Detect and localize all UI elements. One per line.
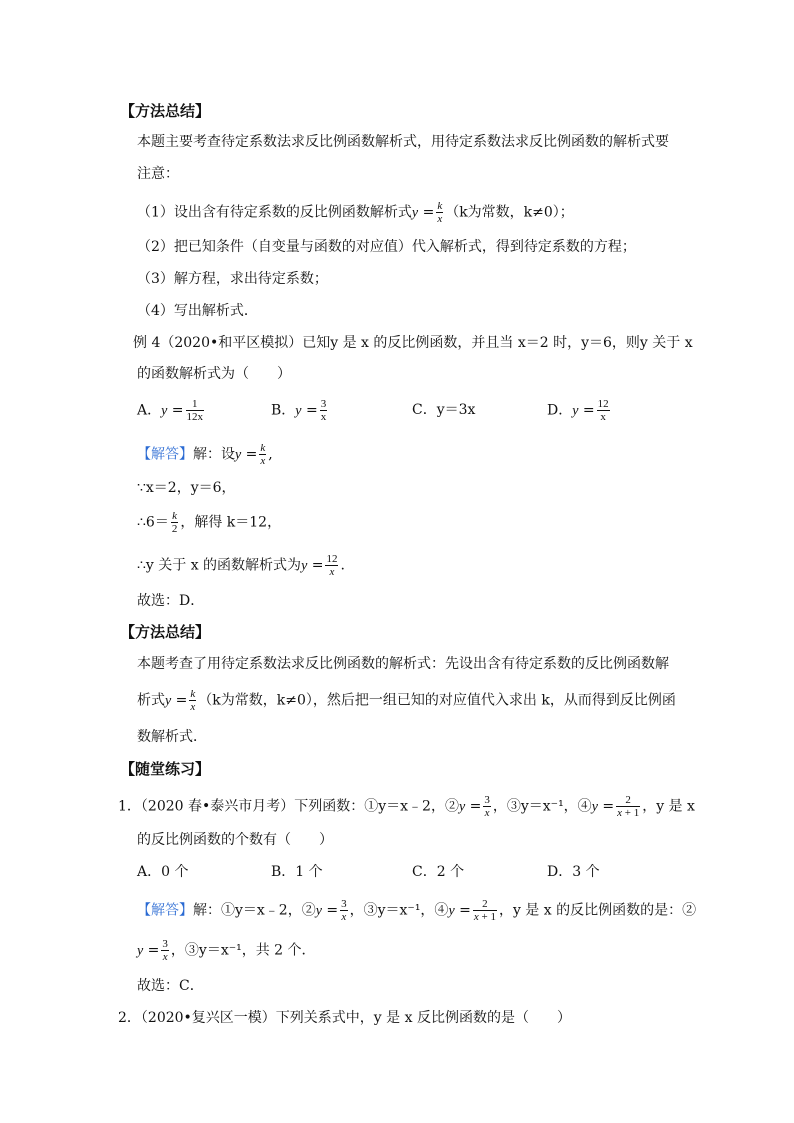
q1-option-a: A．0 个 <box>137 864 189 880</box>
summary2-line-1: 本题考查了用待定系数法求反比例函数的解析式：先设出含有待定系数的反比例函数解 <box>137 656 669 672</box>
solution-line-2: ∵x＝2，y＝6， <box>137 480 236 496</box>
q1-line-2: 的反比例函数的个数有（ ） <box>137 832 333 848</box>
q1-option-c: C．2 个 <box>412 864 465 880</box>
option-b-denominator: x <box>320 411 327 423</box>
q1-line-1-post: ，y 是 x <box>642 798 695 815</box>
option-a-numerator: 1 <box>186 398 205 411</box>
example4-question-line-2: 的函数解析式为（ ） <box>137 366 291 382</box>
option-d-denominator: x <box>600 411 606 423</box>
method-summary-heading: 【方法总结】 <box>120 102 211 120</box>
solution-text: 解：设 <box>193 446 235 463</box>
practice-heading: 【随堂练习】 <box>120 760 211 778</box>
solution-fraction-k-2: $\frac{k}{2}$ <box>171 510 178 535</box>
q1-fraction-2-x-plus-1: $\frac{2}{x + 1}$ <box>617 794 640 819</box>
q1-solution-fraction-3-x-2: $\frac{3}{x}$ <box>162 938 168 963</box>
option-b-label: B． <box>271 402 296 419</box>
option-c-text: y＝3x <box>436 402 476 418</box>
q1-option-b: B．1 个 <box>271 864 323 880</box>
step1-text: （1）设出含有待定系数的反比例函数解析式 <box>137 204 412 221</box>
option-a: A．y = $\frac{1}{12x}$ <box>137 398 204 423</box>
solution-answer: 故选：D． <box>137 593 205 609</box>
summary2-fraction-k-x: $\frac{k}{x}$ <box>190 688 196 713</box>
q1-fraction-3-x: $\frac{3}{x}$ <box>484 794 490 819</box>
solution-line-3-pre: ∴6＝ <box>137 514 169 531</box>
solution-line-3-post: ，解得 k＝12， <box>180 514 282 531</box>
solution-tag: 【解答】 <box>137 446 193 463</box>
q1-solution-fraction-2-x-plus-1: $\frac{2}{x + 1}$ <box>473 898 496 923</box>
summary-step-3: （3）解方程，求出待定系数； <box>137 271 328 287</box>
option-d-numerator: 12 <box>597 398 609 410</box>
summary2-line-3: 数解析式． <box>137 729 207 745</box>
q1-line-1-mid: ，③y＝x⁻¹，④ <box>492 798 592 815</box>
solution-line-4-pre: ∴y 关于 x 的函数解析式为 <box>137 557 302 574</box>
solution-fraction-12-x: $\frac{12}{x}$ <box>326 553 338 578</box>
option-d-label: D． <box>547 402 573 419</box>
option-b-numerator: 3 <box>320 398 327 410</box>
q1-line-1: 1．（2020 春•泰兴市月考）下列函数：①y＝x﹣2，②y = $\frac{3}{x}$ ，③y＝x⁻¹，④y = $\frac{2}{x + 1}$ ，y 是 x <box>118 794 695 819</box>
q1-line-1-pre: 1．（2020 春•泰兴市月考）下列函数：①y＝x﹣2，② <box>118 798 459 815</box>
summary-intro-line-2: 注意： <box>137 166 179 182</box>
step1-tail: （k为常数，k≠0）； <box>445 204 574 221</box>
summary2-line-2-post: （k为常数，k≠0），然后把一组已知的对应值代入求出 k，从而得到反比例函 <box>198 692 676 709</box>
option-a-fraction <box>186 398 205 423</box>
option-c-label: C． <box>412 402 437 418</box>
summary-step-2: （2）把已知条件（自变量与函数的对应值）代入解析式，得到待定系数的方程； <box>137 239 636 255</box>
option-c <box>412 400 475 420</box>
option-a-label: A． <box>137 402 162 419</box>
q2-line-1: 2．（2020•复兴区一模）下列关系式中，y 是 x 反比例函数的是（ ） <box>118 1010 571 1026</box>
q1-solution-line-2-post: ，③y＝x⁻¹，共 2 个． <box>170 942 316 959</box>
option-b-fraction <box>320 398 328 423</box>
method-summary-heading-2: 【方法总结】 <box>120 623 211 641</box>
summary-step-1: （1）设出含有待定系数的反比例函数解析式y = $\frac{k}{x}$ （k为常数，k≠0）； <box>137 200 574 225</box>
fraction-k-over-x: $\frac{k}{x}$ <box>437 200 443 225</box>
q1-solution-mid: ，③y＝x⁻¹，④ <box>349 902 449 919</box>
option-b: B．y = $\frac{3}{x}$ <box>271 398 327 423</box>
q1-option-d: D．3 个 <box>547 864 600 880</box>
summary-intro-line-1: 本题主要考查待定系数法求反比例函数解析式，用待定系数法求反比例函数的解析式要 <box>137 134 669 150</box>
q1-solution-answer: 故选：C． <box>137 978 204 994</box>
q1-solution-post: ，y 是 x 的反比例函数的是：② <box>498 902 697 919</box>
solution-line-1: 【解答】解：设y = $\frac{k}{x}$ , <box>137 442 273 467</box>
solution-line-4: ∴y 关于 x 的函数解析式为y = $\frac{12}{x}$ . <box>137 553 345 578</box>
solution-fraction-k-x: $\frac{k}{x}$ <box>260 442 266 467</box>
summary2-line-2: 析式y = $\frac{k}{x}$ （k为常数，k≠0），然后把一组已知的对应值代入求出 k，从而得到反比例函 <box>137 688 676 713</box>
q1-solution-tag: 【解答】 <box>137 902 193 919</box>
q1-solution-pre: 解：①y＝x﹣2，② <box>193 902 316 919</box>
option-d: D．y = $\frac{12}{x}$ <box>547 398 609 423</box>
q1-solution-line-1: 【解答】解：①y＝x﹣2，②y = $\frac{3}{x}$ ，③y＝x⁻¹，④y = $\frac{2}{x + 1}$ ，y 是 x 的反比例函数的是：② <box>137 898 697 923</box>
summary-step-4: （4）写出解析式． <box>137 303 258 319</box>
q1-solution-line-2: y = $\frac{3}{x}$ ，③y＝x⁻¹，共 2 个． <box>137 938 316 963</box>
q1-solution-fraction-3-x: $\frac{3}{x}$ <box>341 898 347 923</box>
example4-question-line-1: 例 4（2020•和平区模拟）已知y 是 x 的反比例函数，并且当 x＝2 时，y＝6，则y 关于 x <box>133 335 693 351</box>
option-a-denominator: 12x <box>186 411 204 423</box>
option-d-fraction <box>597 398 610 423</box>
summary2-line-2-pre: 析式 <box>137 692 165 709</box>
solution-line-3 <box>137 510 281 535</box>
